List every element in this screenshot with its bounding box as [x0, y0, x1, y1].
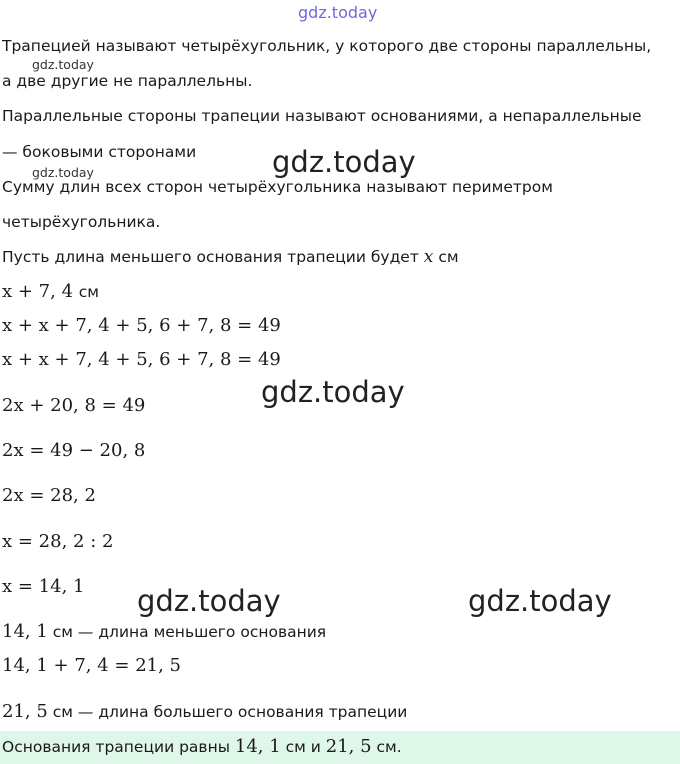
watermark-large: gdz.today: [261, 375, 405, 409]
equation-8: 14, 1 + 7, 4 = 21, 5: [2, 655, 181, 676]
trapezoid-definition-line-1: Трапецией называют четырёхугольник, у которого две стороны параллельны,: [2, 37, 652, 55]
let-variable: x: [423, 247, 434, 267]
smaller-base-value: 14, 1: [2, 621, 48, 642]
equation-2: x + x + 7, 4 + 5, 6 + 7, 8 = 49: [2, 349, 281, 370]
bases-definition-line-2: — боковыми сторонами: [2, 143, 197, 161]
answer-value-2: 21, 5: [325, 736, 372, 757]
perimeter-definition-line-1: Сумму длин всех сторон четырёхугольника называют периметром: [2, 178, 553, 196]
trapezoid-definition-line-2: а две другие не параллельны.: [2, 72, 253, 90]
larger-base-statement: [2, 702, 407, 722]
equation-4: 2x = 49 − 20, 8: [2, 440, 146, 461]
answer-prefix: Основания трапеции равны: [2, 738, 230, 756]
watermark-small: gdz.today: [32, 57, 94, 72]
equation-1: x + x + 7, 4 + 5, 6 + 7, 8 = 49: [2, 315, 281, 336]
bases-definition-line-1: Параллельные стороны трапеции называют основаниями, а непараллельные: [2, 107, 642, 125]
let-unit: см: [438, 248, 459, 266]
smaller-base-statement: [2, 622, 326, 642]
equation-3: 2x + 20, 8 = 49: [2, 395, 146, 416]
larger-base-value: 21, 5: [2, 701, 48, 722]
answer-unit-1: см и: [285, 738, 321, 756]
answer-statement: [2, 737, 402, 757]
let-statement: [2, 247, 459, 267]
larger-base-expression: [2, 281, 99, 303]
let-prefix: Пусть длина меньшего основания трапеции будет: [2, 248, 419, 266]
perimeter-definition-line-2: четырёхугольника.: [2, 213, 161, 231]
watermark-large: gdz.today: [137, 584, 281, 618]
larger-expr: x + 7, 4: [2, 281, 74, 302]
equation-5: 2x = 28, 2: [2, 485, 96, 506]
smaller-base-text: см — длина меньшего основания: [52, 623, 327, 641]
larger-base-text: см — длина большего основания трапеции: [52, 703, 408, 721]
equation-6: x = 28, 2 : 2: [2, 531, 114, 552]
watermark-large: gdz.today: [468, 584, 612, 618]
answer-unit-2: см.: [376, 738, 402, 756]
watermark-top: gdz.today: [298, 3, 378, 22]
watermark-large: gdz.today: [272, 145, 416, 179]
answer-value-1: 14, 1: [234, 736, 281, 757]
watermark-small: gdz.today: [32, 165, 94, 180]
equation-7: x = 14, 1: [2, 576, 85, 597]
larger-expr-unit: см: [78, 283, 99, 301]
